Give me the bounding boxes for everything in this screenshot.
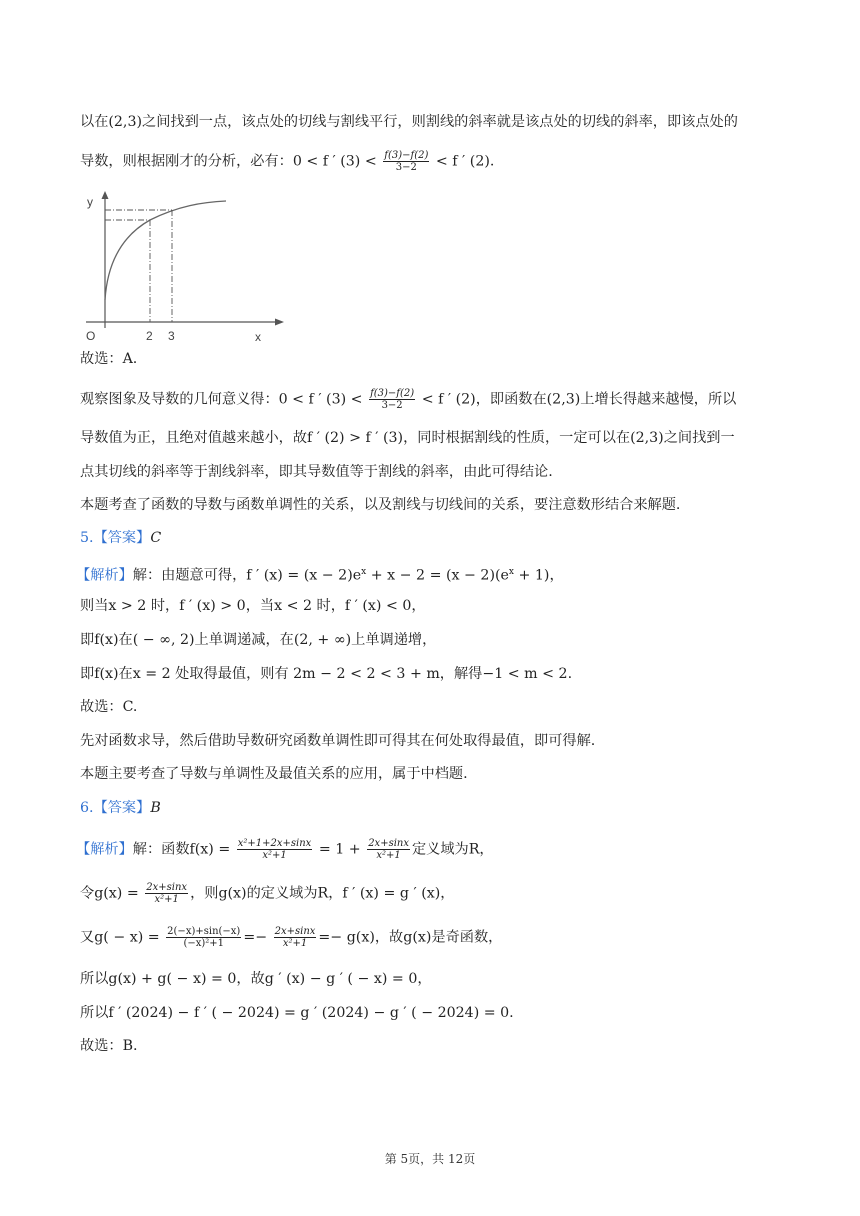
- text-segment: = 1 +: [318, 841, 361, 858]
- fraction-denominator: x²+1: [262, 850, 287, 861]
- fraction-numerator: 2x+sinx: [274, 926, 316, 937]
- tick-label-2: 2: [146, 329, 153, 343]
- origin-label: O: [86, 329, 96, 343]
- fraction: [145, 882, 188, 905]
- text-line: 故选：A.: [80, 351, 138, 367]
- text-segment: ，则g(x)的定义域为R，f ′ (x) = g ′ (x)，: [190, 885, 455, 902]
- text-line: 点其切线的斜率等于割线斜率，即其导数值等于割线的斜率，由此可得结论.: [80, 464, 553, 480]
- x-axis-label: x: [255, 330, 261, 344]
- text-line: 即f(x)在( − ∞, 2)上单调递减，在(2, + ∞)上单调递增，: [80, 632, 437, 648]
- text-line: 以在(2,3)之间找到一点，该点处的切线与割线平行，则割线的斜率就是该点处的切线的斜率，即该点处的: [80, 114, 738, 130]
- question-number: 6.: [80, 800, 94, 816]
- fraction-numerator: 2x+sinx: [146, 882, 188, 893]
- text-segment: 又g( − x) =: [80, 929, 160, 946]
- superscript: x: [508, 567, 514, 577]
- fraction-denominator: x²+1: [154, 894, 179, 905]
- fraction-denominator: x²+1: [282, 938, 308, 949]
- fraction-denominator: 3−2: [381, 400, 403, 411]
- text-segment: =−: [243, 929, 268, 946]
- answer-tag: 【答案】: [93, 800, 151, 816]
- text-segment: 观察图象及导数的几何意义得：0 < f ′ (3) <: [80, 391, 363, 408]
- explanation-tag: 【解析】: [76, 841, 133, 858]
- text-line-with-fraction: [80, 150, 494, 173]
- fraction: [383, 150, 429, 173]
- text-segment: < f ′ (2).: [435, 153, 495, 170]
- fraction-numerator: f(3)−f(2): [384, 150, 429, 161]
- text-line: 本题考查了函数的导数与函数单调性的关系，以及割线与切线间的关系，要注意数形结合来解题.: [80, 497, 681, 513]
- text-line: 则当x > 2 时，f ′ (x) > 0，当x < 2 时，f ′ (x) < 0，: [80, 598, 426, 614]
- text-line: 导数值为正，且绝对值越来越小，故f ′ (2) > f ′ (3)，同时根据割线的性质，一定可以在(2,3)之间找到一: [80, 430, 735, 446]
- text-line: 本题主要考查了导数与单调性及最值关系的应用，属于中档题.: [80, 766, 468, 782]
- fraction-denominator: x²+1: [376, 850, 401, 861]
- q5-answer-line: [80, 528, 161, 548]
- text-segment: 解：由题意可得，f ′ (x) = (x − 2)e: [132, 567, 362, 584]
- page-footer: 第 5页，共 12页: [384, 1152, 476, 1166]
- text-segment: 解：函数f(x) =: [132, 841, 231, 858]
- answer-tag: 【答案】: [93, 530, 151, 546]
- fraction-numerator: x²+1+2x+sinx: [237, 838, 312, 849]
- text-segment: 定义域为R，: [411, 841, 494, 858]
- fraction: [367, 838, 410, 861]
- fraction: [237, 838, 313, 861]
- y-axis-label: y: [87, 195, 93, 209]
- fraction-denominator: 3−2: [395, 162, 417, 173]
- text-line: 故选：C.: [80, 699, 138, 715]
- question-number: 5.: [80, 530, 94, 546]
- text-line: 故选：B.: [80, 1038, 138, 1054]
- text-line: 先对函数求导，然后借助导数研究函数单调性即可得其在何处取得最值，即可得解.: [80, 733, 596, 749]
- fraction: [274, 926, 317, 949]
- text-segment: < f ′ (2)，即函数在(2,3)上增长得越来越慢，所以: [421, 391, 737, 408]
- x-axis-arrow-icon: [275, 319, 284, 326]
- tick-label-3: 3: [168, 329, 175, 343]
- text-segment: 令g(x) =: [80, 885, 139, 902]
- explanation-tag: 【解析】: [76, 567, 133, 584]
- fraction-numerator: 2x+sinx: [368, 838, 409, 849]
- superscript: x: [361, 567, 367, 577]
- function-graph-figure: [78, 188, 288, 344]
- fraction-numerator: 2(−x)+sin(−x): [167, 926, 241, 937]
- text-segment: =− g(x)，故g(x)是奇函数，: [318, 929, 503, 946]
- text-line-with-fraction: [80, 388, 736, 411]
- text-segment: 导数，则根据刚才的分析，必有：0 < f ′ (3) <: [80, 153, 377, 170]
- q5-explanation-line: [76, 562, 564, 586]
- fraction: [166, 926, 241, 949]
- text-line: 即f(x)在x = 2 处取得最值，则有 2m − 2 < 2 < 3 + m，解得−1 < m < 2.: [80, 666, 573, 682]
- text-line-with-fraction: [80, 926, 502, 949]
- q6-answer-line: [80, 798, 161, 818]
- fraction-denominator: (−x)²+1: [183, 938, 225, 949]
- text-line: 所以f ′ (2024) − f ′ ( − 2024) = g ′ (2024) − g ′ ( − 2024) = 0.: [80, 1005, 514, 1021]
- text-segment: + x − 2 = (x − 2)(e: [366, 567, 509, 584]
- text-line: 所以g(x) + g( − x) = 0，故g ′ (x) − g ′ ( − x) = 0，: [80, 971, 432, 987]
- fraction-numerator: f(3)−f(2): [370, 388, 415, 399]
- answer-value: B: [150, 800, 161, 816]
- fraction: [369, 388, 415, 411]
- curve: [105, 201, 226, 300]
- answer-value: C: [150, 530, 162, 546]
- text-line-with-fraction: [80, 882, 454, 905]
- text-segment: + 1)，: [513, 567, 564, 584]
- q6-explanation-line: [76, 838, 494, 861]
- y-axis-arrow-icon: [102, 191, 109, 199]
